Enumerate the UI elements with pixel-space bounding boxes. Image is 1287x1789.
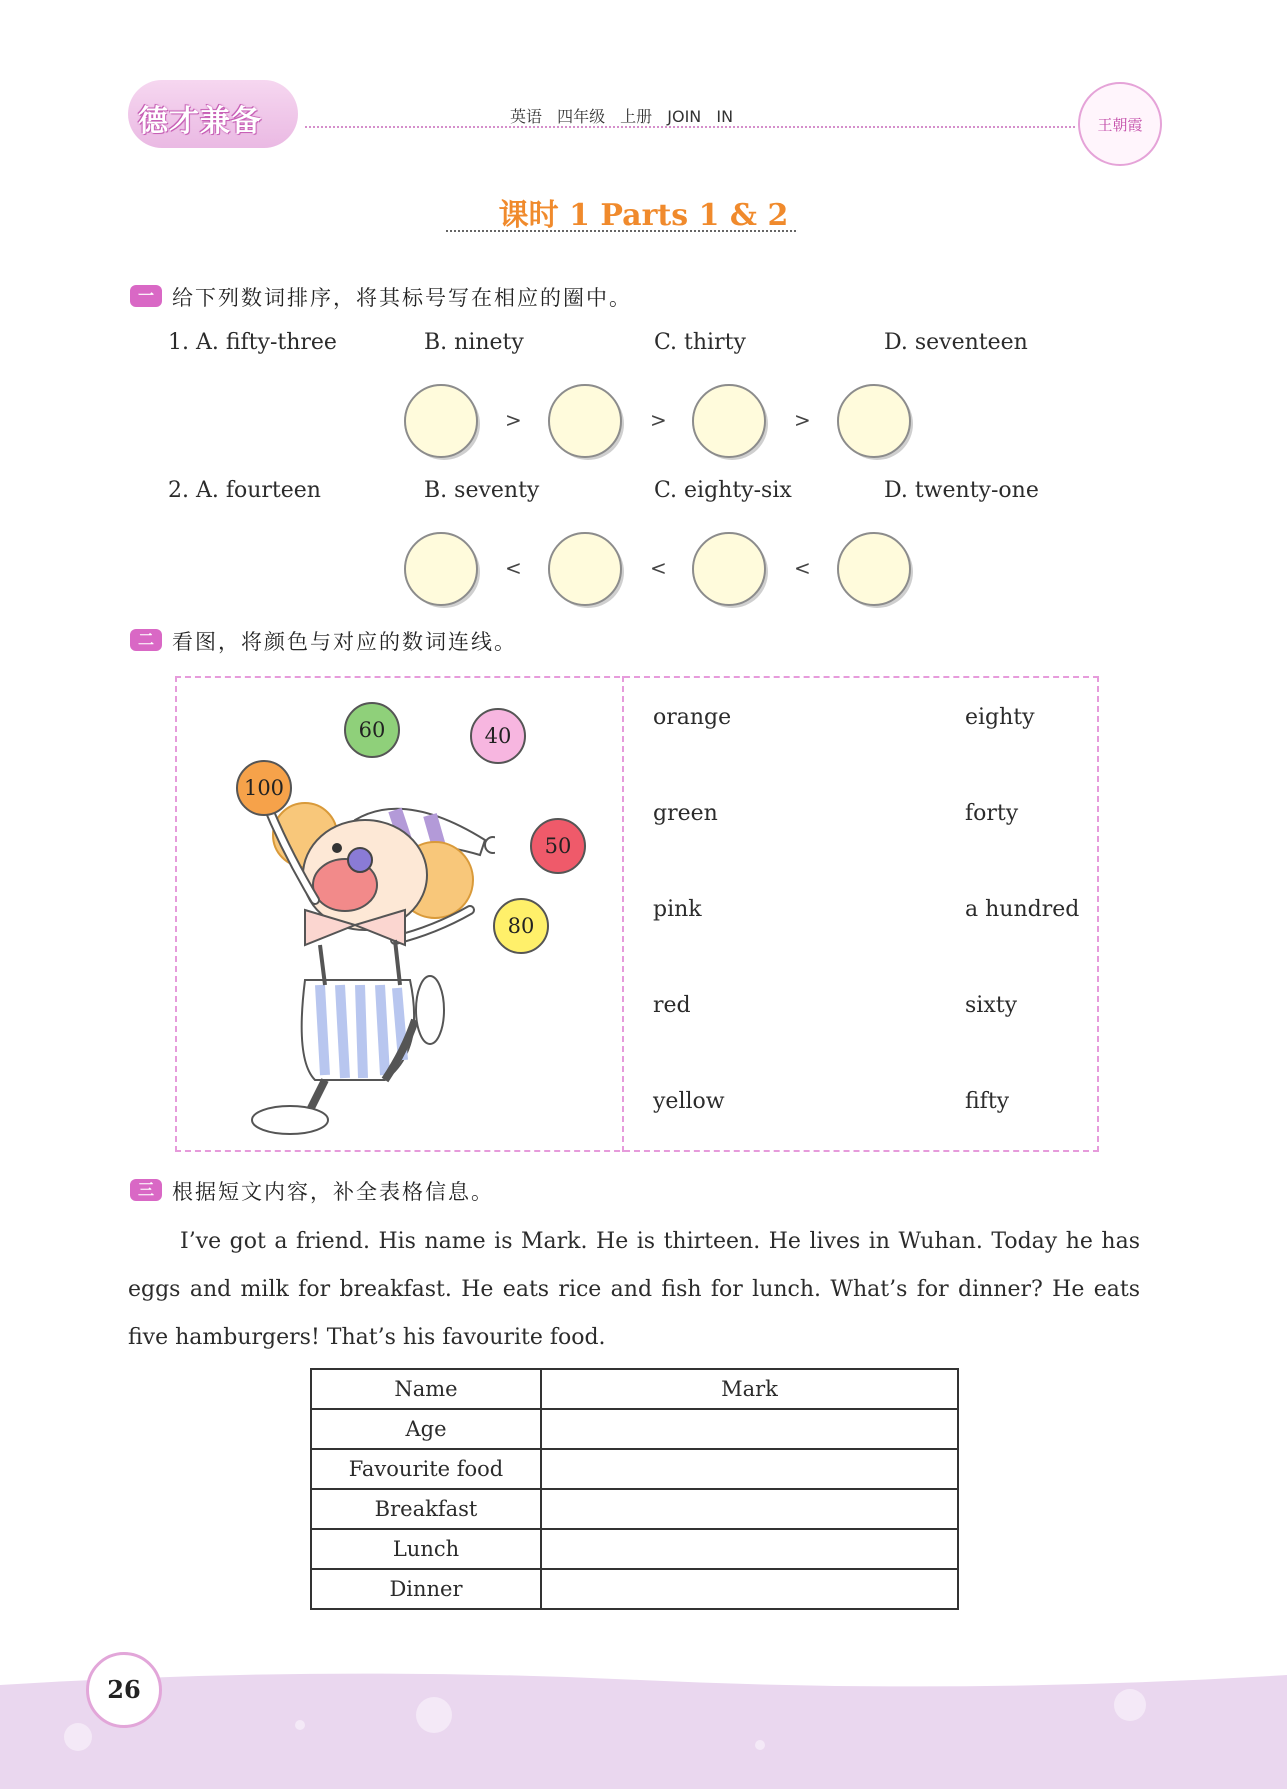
table-label: Dinner: [311, 1569, 541, 1609]
reading-passage-text: I’ve got a friend. His name is Mark. He is thirteen. He lives in Wuhan. Today he has eggs and milk for breakfast. He eats rice and fish for lunch. What’s for dinner? He eats five hamburgers! That’s his favourite food.: [128, 1229, 1140, 1350]
juggling-clown-illustration: [235, 780, 495, 1140]
table-row: [311, 1569, 958, 1609]
table-label: Age: [311, 1409, 541, 1449]
publisher-seal-icon: [1078, 82, 1162, 166]
q2-answer-circle-1[interactable]: [404, 532, 478, 606]
q1-answer-circle-1[interactable]: [404, 384, 478, 458]
table-label: Lunch: [311, 1529, 541, 1569]
number-word-eighty[interactable]: eighty: [965, 705, 1035, 730]
q2-compare-symbol: <: [650, 556, 667, 580]
q2-answer-circle-4[interactable]: [837, 532, 911, 606]
brand-logo-text: 德才兼备: [138, 104, 262, 139]
page-number: 26: [86, 1652, 162, 1728]
number-word-sixty[interactable]: sixty: [965, 993, 1018, 1018]
color-word-green[interactable]: green: [653, 801, 718, 826]
matching-panel-divider: [622, 676, 624, 1152]
section-1-badge: 一: [130, 285, 162, 307]
q1-answer-circle-3[interactable]: [692, 384, 766, 458]
number-word-forty[interactable]: forty: [965, 801, 1019, 826]
q2-option-b: B. seventy: [424, 478, 540, 503]
section-3-badge: 三: [130, 1179, 162, 1201]
q1-compare-symbol: >: [650, 408, 667, 432]
ball-40: 40: [470, 708, 526, 764]
table-row: [311, 1529, 958, 1569]
q1-compare-symbol: >: [794, 408, 811, 432]
q1-option-d: D. seventeen: [884, 330, 1028, 355]
table-row: [311, 1409, 958, 1449]
table-value: Mark: [541, 1369, 958, 1409]
color-word-red[interactable]: red: [653, 993, 691, 1018]
table-answer-cell[interactable]: [541, 1449, 958, 1489]
section-3-title: 根据短文内容，补全表格信息。: [172, 1180, 494, 1204]
seal-text: 王朝霞: [1097, 115, 1143, 134]
color-word-orange[interactable]: orange: [653, 705, 732, 730]
q1-option-c: C. thirty: [654, 330, 746, 355]
q2-answer-circle-3[interactable]: [692, 532, 766, 606]
q2-option-d: D. twenty-one: [884, 478, 1039, 503]
color-word-yellow[interactable]: yellow: [653, 1089, 725, 1114]
q1-compare-symbol: >: [505, 408, 522, 432]
color-word-pink[interactable]: pink: [653, 897, 702, 922]
q2-option-a: 2. A. fourteen: [168, 478, 321, 503]
table-answer-cell[interactable]: [541, 1489, 958, 1529]
q1-answer-circle-4[interactable]: [837, 384, 911, 458]
table-answer-cell[interactable]: [541, 1529, 958, 1569]
section-1-title: 给下列数词排序，将其标号写在相应的圈中。: [172, 286, 632, 310]
table-label: Name: [311, 1369, 541, 1409]
table-row: [311, 1369, 958, 1409]
number-word-fifty[interactable]: fifty: [965, 1089, 1010, 1114]
table-answer-cell[interactable]: [541, 1569, 958, 1609]
table-row: [311, 1489, 958, 1529]
table-label: Favourite food: [311, 1449, 541, 1489]
q2-compare-symbol: <: [794, 556, 811, 580]
ball-50: 50: [530, 818, 586, 874]
title-underline: [446, 230, 796, 232]
ball-60: 60: [344, 702, 400, 758]
book-info: 英语 四年级 上册 JOIN IN: [510, 107, 734, 126]
q2-answer-circle-2[interactable]: [548, 532, 622, 606]
table-row: [311, 1449, 958, 1489]
number-word-a-hundred[interactable]: a hundred: [965, 897, 1080, 922]
section-2-title: 看图，将颜色与对应的数词连线。: [172, 630, 517, 654]
section-2-badge: 二: [130, 629, 162, 651]
table-answer-cell[interactable]: [541, 1409, 958, 1449]
ball-80: 80: [493, 898, 549, 954]
q1-option-a: 1. A. fifty-three: [168, 330, 337, 355]
footer-wave-decoration: [0, 1665, 1287, 1789]
q1-answer-circle-2[interactable]: [548, 384, 622, 458]
reading-passage: [128, 1218, 1140, 1362]
q2-compare-symbol: <: [505, 556, 522, 580]
info-table: [310, 1368, 959, 1610]
ball-100: 100: [236, 760, 292, 816]
table-label: Breakfast: [311, 1489, 541, 1529]
q2-option-c: C. eighty-six: [654, 478, 792, 503]
lesson-title: 课时 1 Parts 1 & 2: [498, 198, 789, 233]
q1-option-b: B. ninety: [424, 330, 524, 355]
